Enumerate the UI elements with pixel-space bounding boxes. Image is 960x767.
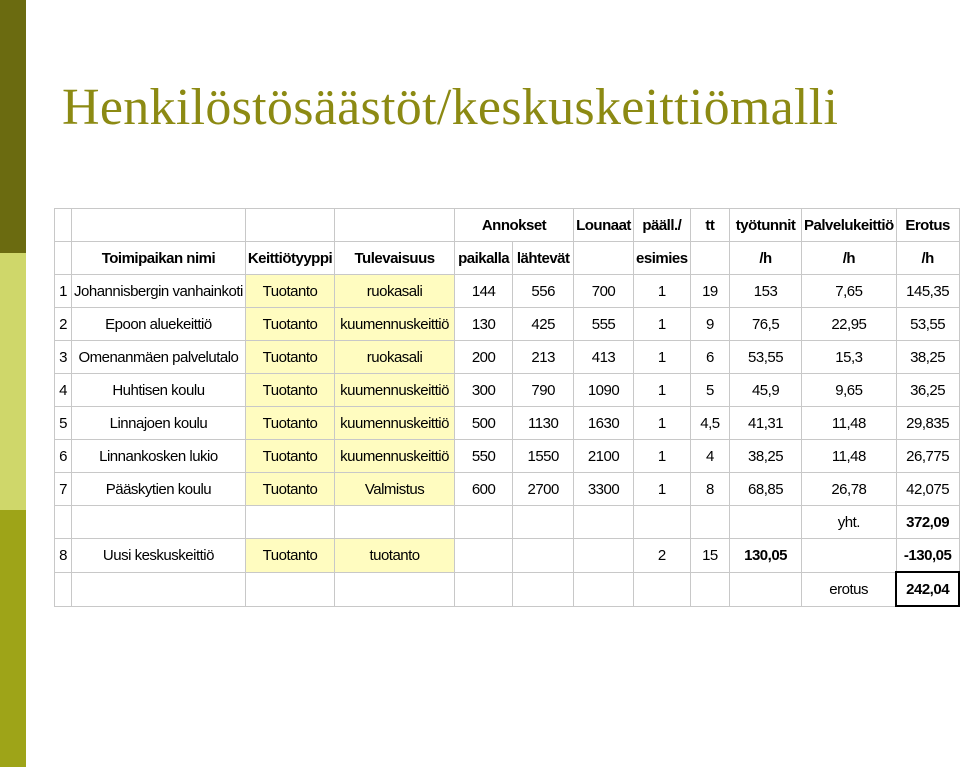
cell-future: kuumennuskeittiö	[335, 308, 455, 341]
empty-cell	[454, 506, 512, 539]
header-tyyppi: Keittiötyyppi	[245, 242, 334, 275]
cell-hours: 41,31	[730, 407, 802, 440]
empty-cell	[730, 572, 802, 606]
empty-cell	[574, 242, 634, 275]
difference-value: 242,04	[896, 572, 959, 606]
cell-erotus: -130,05	[896, 539, 959, 573]
header-lahtevat: lähtevät	[513, 242, 574, 275]
empty-cell	[454, 572, 512, 606]
cell-esimies: 1	[633, 275, 690, 308]
header-per-hour-1: /h	[730, 242, 802, 275]
cell-paikalla: 550	[454, 440, 512, 473]
empty-cell	[335, 506, 455, 539]
cell-lounaat: 3300	[574, 473, 634, 506]
empty-cell	[574, 506, 634, 539]
cell-hours: 76,5	[730, 308, 802, 341]
sidebar-band-mid	[0, 510, 26, 767]
row-number: 6	[55, 440, 72, 473]
cell-lahtevat: 1550	[513, 440, 574, 473]
cell-hours: 53,55	[730, 341, 802, 374]
cell-lounaat: 1090	[574, 374, 634, 407]
cell-paikalla: 600	[454, 473, 512, 506]
empty-cell	[245, 506, 334, 539]
cell-type: Tuotanto	[245, 407, 334, 440]
empty-cell	[730, 506, 802, 539]
empty-cell	[335, 209, 455, 242]
cell-palvelu: 26,78	[802, 473, 897, 506]
cell-hours: 45,9	[730, 374, 802, 407]
empty-cell	[72, 572, 246, 606]
row-number: 1	[55, 275, 72, 308]
header-erotus: Erotus	[896, 209, 959, 242]
empty-cell	[72, 506, 246, 539]
empty-cell	[574, 539, 634, 573]
cell-esimies: 1	[633, 341, 690, 374]
cell-name: Huhtisen koulu	[72, 374, 246, 407]
cell-paikalla: 300	[454, 374, 512, 407]
cell-palvelu: 15,3	[802, 341, 897, 374]
empty-cell	[513, 506, 574, 539]
new-kitchen-row	[55, 539, 960, 573]
empty-cell	[245, 572, 334, 606]
cell-hours: 38,25	[730, 440, 802, 473]
cell-name: Pääskytien koulu	[72, 473, 246, 506]
cell-lounaat: 1630	[574, 407, 634, 440]
header-row-1	[55, 209, 960, 242]
cell-hours: 153	[730, 275, 802, 308]
header-lounaat: Lounaat	[574, 209, 634, 242]
cell-type: Tuotanto	[245, 275, 334, 308]
header-tt: tt	[690, 209, 729, 242]
cell-palvelu: 7,65	[802, 275, 897, 308]
sidebar-band-dark	[0, 0, 26, 253]
cell-future: kuumennuskeittiö	[335, 374, 455, 407]
row-number: 4	[55, 374, 72, 407]
total-row	[55, 506, 960, 539]
header-paikalla: paikalla	[454, 242, 512, 275]
cell-lahtevat: 556	[513, 275, 574, 308]
empty-cell	[55, 209, 72, 242]
cell-esimies: 1	[633, 407, 690, 440]
cell-tt: 4	[690, 440, 729, 473]
cell-erotus: 53,55	[896, 308, 959, 341]
cell-palvelu: 9,65	[802, 374, 897, 407]
cell-future: tuotanto	[335, 539, 455, 573]
cell-lahtevat: 790	[513, 374, 574, 407]
cell-type: Tuotanto	[245, 473, 334, 506]
cell-palvelu: 11,48	[802, 440, 897, 473]
difference-row	[55, 572, 960, 606]
table-row	[55, 473, 960, 506]
cell-name: Linnankosken lukio	[72, 440, 246, 473]
cell-type: Tuotanto	[245, 440, 334, 473]
empty-cell	[513, 539, 574, 573]
empty-cell	[55, 572, 72, 606]
cell-name: Linnajoen koulu	[72, 407, 246, 440]
header-per-hour-3: /h	[896, 242, 959, 275]
cell-esimies: 1	[633, 473, 690, 506]
cell-lahtevat: 2700	[513, 473, 574, 506]
cell-esimies: 1	[633, 308, 690, 341]
empty-cell	[690, 572, 729, 606]
header-nimi: Toimipaikan nimi	[72, 242, 246, 275]
empty-cell	[513, 572, 574, 606]
cell-future: ruokasali	[335, 341, 455, 374]
cell-tt: 8	[690, 473, 729, 506]
cell-name: Omenanmäen palvelutalo	[72, 341, 246, 374]
cell-palvelu: 22,95	[802, 308, 897, 341]
sidebar-decoration	[0, 0, 26, 767]
table-row	[55, 341, 960, 374]
cell-name: Epoon aluekeittiö	[72, 308, 246, 341]
cell-erotus: 26,775	[896, 440, 959, 473]
cell-lahtevat: 213	[513, 341, 574, 374]
cell-future: ruokasali	[335, 275, 455, 308]
cell-tt: 15	[690, 539, 729, 573]
cell-lounaat: 413	[574, 341, 634, 374]
cell-name: Uusi keskuskeittiö	[72, 539, 246, 573]
row-number: 5	[55, 407, 72, 440]
cell-type: Tuotanto	[245, 341, 334, 374]
cell-lounaat: 555	[574, 308, 634, 341]
cell-lounaat: 2100	[574, 440, 634, 473]
cell-future: kuumennuskeittiö	[335, 440, 455, 473]
cell-palvelu: 11,48	[802, 407, 897, 440]
cell-future: kuumennuskeittiö	[335, 407, 455, 440]
cell-paikalla: 200	[454, 341, 512, 374]
cell-type: Tuotanto	[245, 308, 334, 341]
cell-tt: 4,5	[690, 407, 729, 440]
sidebar-band-light	[0, 253, 26, 510]
cell-paikalla: 144	[454, 275, 512, 308]
row-number: 7	[55, 473, 72, 506]
header-tyotunnit: työtunnit	[730, 209, 802, 242]
cell-erotus: 42,075	[896, 473, 959, 506]
empty-cell	[335, 572, 455, 606]
empty-cell	[245, 209, 334, 242]
empty-cell	[72, 209, 246, 242]
cell-esimies: 1	[633, 440, 690, 473]
empty-cell	[454, 539, 512, 573]
row-number: 2	[55, 308, 72, 341]
cell-lahtevat: 425	[513, 308, 574, 341]
cell-lounaat: 700	[574, 275, 634, 308]
table-row	[55, 275, 960, 308]
empty-cell	[633, 506, 690, 539]
cell-esimies: 2	[633, 539, 690, 573]
cell-type: Tuotanto	[245, 539, 334, 573]
cell-tt: 9	[690, 308, 729, 341]
cell-erotus: 29,835	[896, 407, 959, 440]
empty-cell	[690, 242, 729, 275]
empty-cell	[55, 242, 72, 275]
table-row	[55, 308, 960, 341]
cell-erotus: 38,25	[896, 341, 959, 374]
cell-tt: 19	[690, 275, 729, 308]
header-row-2	[55, 242, 960, 275]
header-palvelukeittio: Palvelukeittiö	[802, 209, 897, 242]
header-annokset: Annokset	[454, 209, 573, 242]
slide-title: Henkilöstösäästöt/keskuskeittiömalli	[62, 79, 839, 136]
table-row	[55, 440, 960, 473]
cell-paikalla: 130	[454, 308, 512, 341]
cell-name: Johannisbergin vanhainkoti	[72, 275, 246, 308]
empty-cell	[55, 506, 72, 539]
cell-esimies: 1	[633, 374, 690, 407]
empty-cell	[574, 572, 634, 606]
cell-hours: 130,05	[730, 539, 802, 573]
total-value: 372,09	[896, 506, 959, 539]
table-row	[55, 374, 960, 407]
empty-cell	[802, 539, 897, 573]
cell-future: Valmistus	[335, 473, 455, 506]
header-esimies: esimies	[633, 242, 690, 275]
row-number: 8	[55, 539, 72, 573]
empty-cell	[690, 506, 729, 539]
cell-erotus: 145,35	[896, 275, 959, 308]
cell-tt: 6	[690, 341, 729, 374]
cell-type: Tuotanto	[245, 374, 334, 407]
savings-table	[54, 208, 960, 607]
total-label: yht.	[802, 506, 897, 539]
header-paall: pääll./	[633, 209, 690, 242]
cell-hours: 68,85	[730, 473, 802, 506]
header-per-hour-2: /h	[802, 242, 897, 275]
empty-cell	[633, 572, 690, 606]
cell-lahtevat: 1130	[513, 407, 574, 440]
cell-tt: 5	[690, 374, 729, 407]
difference-label: erotus	[802, 572, 897, 606]
row-number: 3	[55, 341, 72, 374]
header-tulevaisuus: Tulevaisuus	[335, 242, 455, 275]
table-row	[55, 407, 960, 440]
cell-erotus: 36,25	[896, 374, 959, 407]
cell-paikalla: 500	[454, 407, 512, 440]
